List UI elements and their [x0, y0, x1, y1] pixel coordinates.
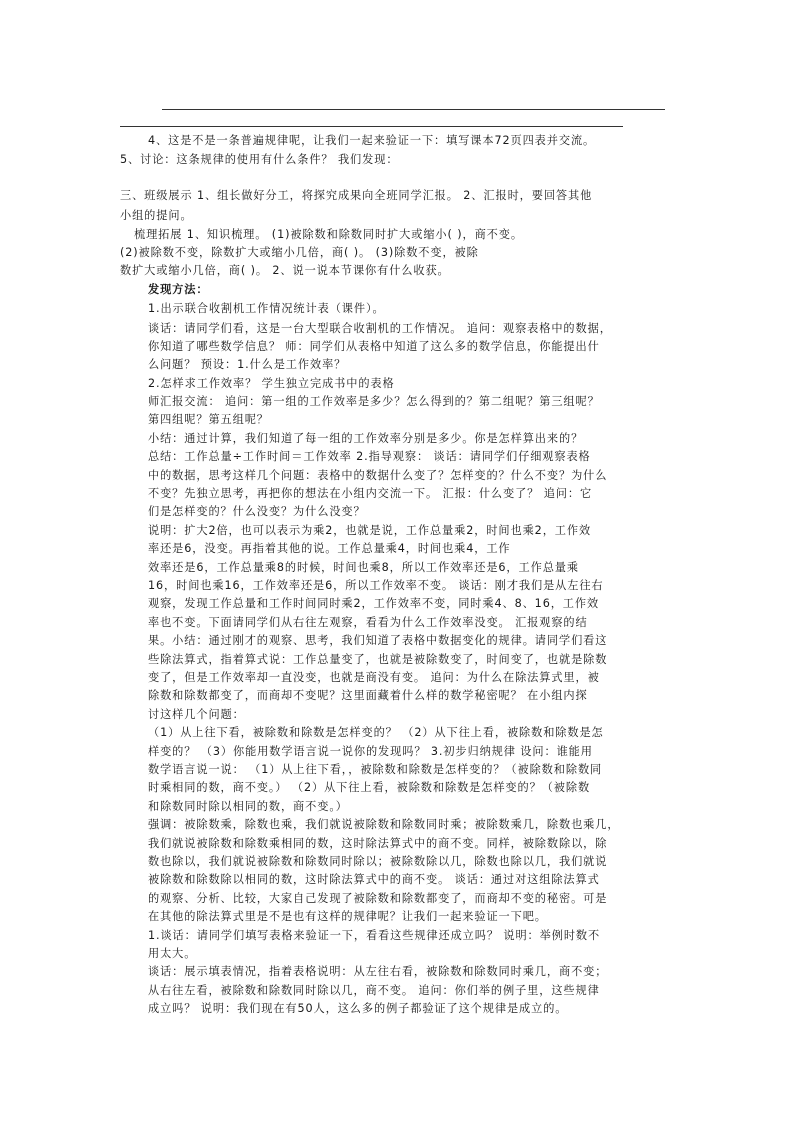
text-line: 从右往左看，被除数和除数同时除以几，商不变。 追问：你们举的例子里，这些规律	[148, 984, 600, 997]
text-line: 谈话：请同学们看，这是一台大型联合收割机的工作情况。 追问：观察表格中的数据，	[148, 322, 612, 335]
text-line: 强调：被除数乘，除数也乘，我们就说被除数和除数同时乘；被除数乘几，除数也乘几，	[148, 818, 620, 831]
text-line: 在其他的除法算式里是不是也有这样的规律呢？让我们一起来验证一下吧。	[148, 910, 547, 923]
section-heading: 发现方法：	[148, 283, 209, 296]
text-line: 5、讨论：这条规律的使用有什么条件？ 我们发现：	[120, 153, 399, 166]
text-line: 的观察、分析、比较，大家自己发现了被除数和除数都变了，而商却不变的秘密。可是	[148, 892, 608, 905]
text-line: 数学语言说一说： （1）从上往下看，，被除数和除数是怎样变的？（被除数和除数同	[148, 763, 603, 776]
text-line: 不变？先独立思考，再把你的想法在小组内交流一下。 汇报：什么变了？ 追问：它	[148, 487, 593, 500]
text-line: 果。小结：通过刚才的观察、思考，我们知道了表格中数据变化的规律。请同学们看这	[148, 634, 608, 647]
text-line: 梳理拓展 1、知识梳理。 (1)被除数和除数同时扩大或缩小( )，商不变。	[134, 228, 523, 241]
text-line: 总结：工作总量÷工作时间＝工作效率 2.指导观察： 谈话：请同学们仔细观察表格	[148, 450, 591, 463]
text-line: 中的数据，思考这样几个问题：表格中的数据什么变了？怎样变的？什么不变？为什么	[148, 469, 608, 482]
text-line: 说明：扩大2倍，也可以表示为乘2，也就是说，工作总量乘2，时间也乘2，工作效	[148, 524, 592, 537]
text-line: 率还是6，没变。再指着其他的说。工作总量乘4，时间也乘4，工作	[148, 542, 511, 555]
text-line: 变了，但是工作效率却一直没变，也就是商没有变。 追问：为什么在除法算式里，被	[148, 671, 600, 684]
text-line: 数也除以，我们就说被除数和除数同时除以；被除数除以几，除数也除以几，我们就说	[148, 855, 608, 868]
text-line: 1.谈话：请同学们填写表格来验证一下，看看这些规律还成立吗？ 说明：举例时数不	[148, 929, 601, 942]
text-line: 我们就说被除数和除数乘相同的数，这时除法算式中的商不变。同样，被除数除以，除	[148, 837, 608, 850]
text-line: 小组的提问。	[120, 209, 193, 222]
text-line: 效率还是6，工作总量乘8的时候，时间也乘8，所以工作效率还是6，工作总量乘	[148, 561, 579, 574]
text-line: 被除数和除数除以相同的数，这时除法算式中的商不变。 谈话：通过对这组除法算式	[148, 873, 600, 886]
text-line: 除数和除数都变了，而商却不变呢？这里面藏着什么样的数学秘密呢？ 在小组内探	[148, 689, 588, 702]
text-line: 1.出示联合收割机工作情况统计表（课件）。	[148, 302, 385, 315]
header-rule-bottom	[120, 126, 623, 127]
text-line: 么问题？ 预设：1.什么是工作效率？	[148, 358, 347, 371]
text-line: 师汇报交流： 追问：第一组的工作效率是多少？怎么得到的？第二组呢？第三组呢？	[148, 395, 600, 408]
text-line: 16，时间也乘16，工作效率还是6，所以工作效率不变。 谈话：刚才我们是从左往右	[148, 579, 604, 592]
text-line: 讨这样几个问题：	[148, 708, 245, 721]
text-line: 观察，发现工作总量和工作时间同时乘2，工作效率不变，同时乘4、8、16，工作效	[148, 597, 600, 610]
text-line: 用太大。	[148, 947, 197, 960]
text-line: 三、班级展示 1、组长做好分工，将探究成果向全班同学汇报。 2、汇报时，要回答其他	[120, 189, 593, 202]
header-rule-top	[162, 109, 665, 110]
text-line: 谈话：展示填表情况，指着表格说明：从左往右看，被除数和除数同时乘几，商不变；	[148, 965, 608, 978]
text-line: 们是怎样变的？什么没变？为什么没变？	[148, 505, 366, 518]
text-line: 样变的？ （3）你能用数学语言说一说你的发现吗？ 3.初步归纳规律 设问：谁能用	[148, 745, 593, 758]
text-line: 小结：通过计算，我们知道了每一组的工作效率分别是多少。你是怎样算出来的？	[148, 432, 584, 445]
text-line: （1）从上往下看，被除数和除数是怎样变的？ （2）从下往上看，被除数和除数是怎	[148, 726, 604, 739]
text-line: 数扩大或缩小几倍，商( )。 2、说一说本节课你有什么收获。	[120, 264, 450, 277]
text-line: 第四组呢？第五组呢？	[148, 413, 269, 426]
text-line: 你知道了哪些数学信息？ 师：同学们从表格中知道了这么多的数学信息，你能提出什	[148, 340, 600, 353]
text-line: 时乘相同的数，商不变。） （2）从下往上看，被除数和除数是怎样变的？（被除数	[148, 781, 591, 794]
text-line: 些除法算式，指着算式说：工作总量变了，也就是被除数变了，时间变了，也就是除数	[148, 653, 608, 666]
text-line: 和除数同时除以相同的数，商不变。）	[148, 800, 348, 813]
text-line: 4、这是不是一条普遍规律呢，让我们一起来验证一下：填写课本72页四表并交流。	[148, 134, 596, 147]
text-line: 2.怎样求工作效率？ 学生独立完成书中的表格	[148, 377, 395, 390]
text-line: 成立吗？ 说明：我们现在有50人，这么多的例子都验证了这个规律是成立的。	[148, 1002, 568, 1015]
text-line: 率也不变。下面请同学们从右往左观察，看看为什么工作效率没变。 汇报观察的结	[148, 616, 588, 629]
text-line: (2)被除数不变，除数扩大或缩小几倍，商( )。 (3)除数不变，被除	[120, 246, 479, 259]
